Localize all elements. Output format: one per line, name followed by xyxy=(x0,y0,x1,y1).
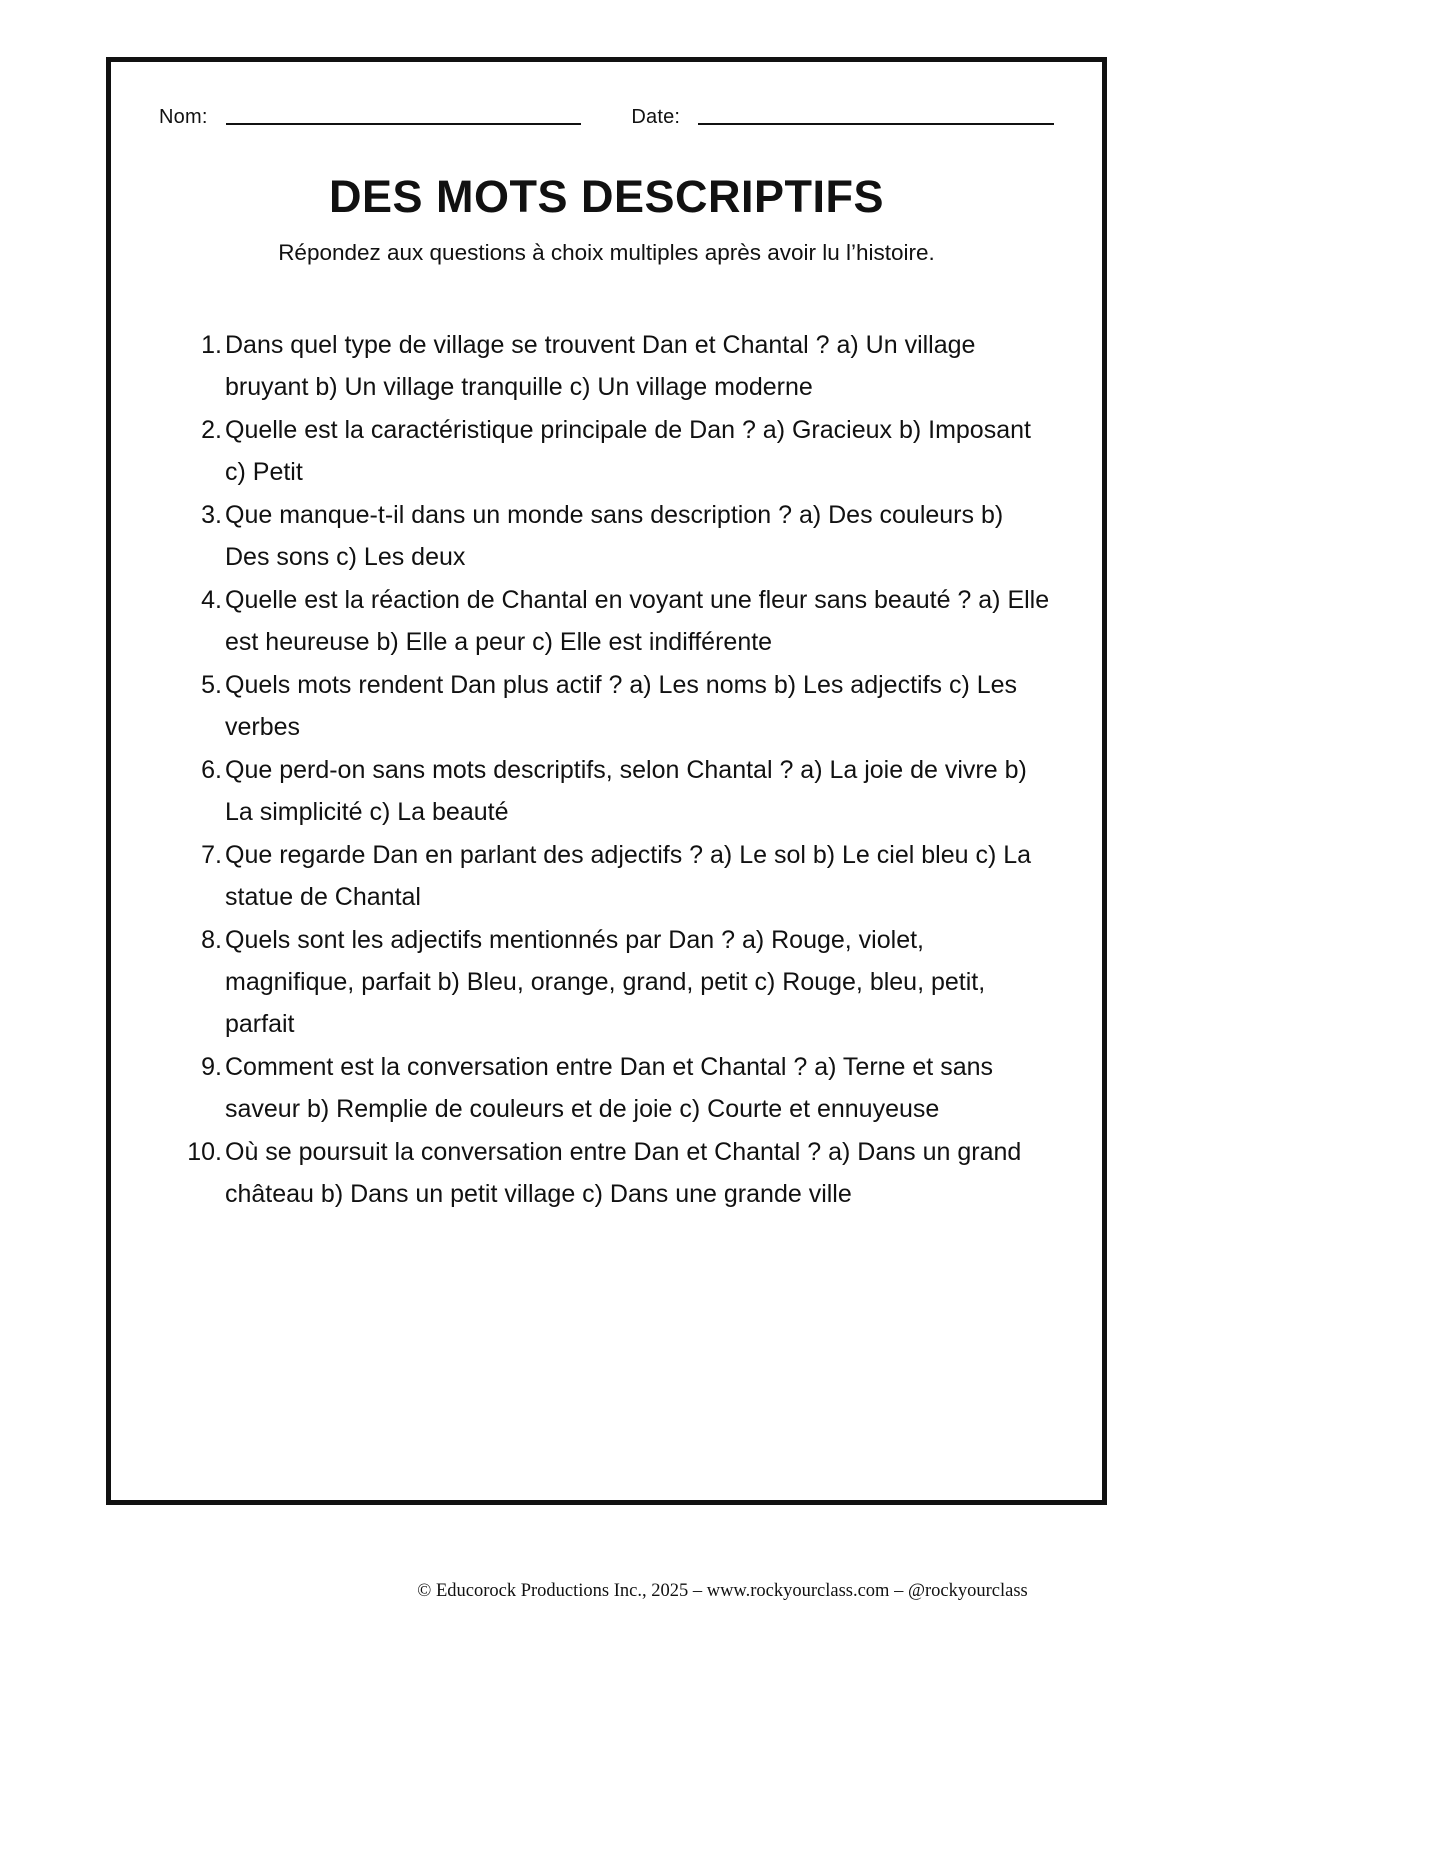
list-item xyxy=(159,834,1054,918)
question-number: 5. xyxy=(201,671,222,700)
date-label: Date: xyxy=(631,106,681,128)
question-text: Que manque-t-il dans un monde sans description ? a) Des couleurs b) Des sons c) Les deux xyxy=(225,501,1004,572)
question-text: Dans quel type de village se trouvent Dan et Chantal ? a) Un village bruyant b) Un village tranquille c) Un village moderne xyxy=(225,331,976,402)
page-subtitle: Répondez aux questions à choix multiples après avoir lu l’histoire. xyxy=(278,240,935,266)
list-item xyxy=(159,1046,1054,1130)
list-item xyxy=(159,579,1054,663)
worksheet-content xyxy=(111,62,1102,1500)
question-number: 2. xyxy=(201,416,222,445)
question-number: 7. xyxy=(201,841,222,870)
page-footer: © Educorock Productions Inc., 2025 – www.rockyourclass.com – @rockyourclass xyxy=(417,1581,1028,1601)
question-text: Quelle est la caractéristique principale de Dan ? a) Gracieux b) Imposant c) Petit xyxy=(225,416,1031,487)
question-text: Que regarde Dan en parlant des adjectifs ? a) Le sol b) Le ciel bleu c) La statue de Chantal xyxy=(225,841,1032,912)
questions-list xyxy=(159,324,1054,1215)
question-text: Quels sont les adjectifs mentionnés par Dan ? a) Rouge, violet, magnifique, parfait b) Bleu, orange, grand, petit c) Rouge, bleu, petit, parfait xyxy=(225,926,986,1039)
question-number: 1. xyxy=(201,331,222,360)
question-number: 9. xyxy=(201,1053,222,1082)
list-item xyxy=(159,749,1054,833)
list-item xyxy=(159,494,1054,578)
name-input-line[interactable] xyxy=(226,123,582,125)
question-text: Quels mots rendent Dan plus actif ? a) Les noms b) Les adjectifs c) Les verbes xyxy=(225,671,1018,742)
question-number: 8. xyxy=(201,926,222,955)
question-number: 4. xyxy=(201,586,222,615)
name-label: Nom: xyxy=(159,106,208,128)
question-number: 6. xyxy=(201,756,222,785)
list-item xyxy=(159,409,1054,493)
question-text: Quelle est la réaction de Chantal en voyant une fleur sans beauté ? a) Elle est heureuse b) Elle a peur c) Elle est indifférente xyxy=(225,586,1050,657)
date-input-line[interactable] xyxy=(698,123,1054,125)
list-item xyxy=(159,1131,1054,1215)
list-item xyxy=(159,919,1054,1045)
question-text: Comment est la conversation entre Dan et Chantal ? a) Terne et sans saveur b) Remplie de couleurs et de joie c) Courte et ennuyeuse xyxy=(225,1053,994,1124)
worksheet-border xyxy=(106,57,1107,1505)
question-number: 10. xyxy=(187,1138,222,1167)
list-item xyxy=(159,664,1054,748)
question-text: Où se poursuit la conversation entre Dan et Chantal ? a) Dans un grand château b) Dans un petit village c) Dans une grande ville xyxy=(225,1138,1022,1209)
question-number: 3. xyxy=(201,501,222,530)
student-info-row xyxy=(159,106,1054,131)
list-item xyxy=(159,324,1054,408)
page-title: DES MOTS DESCRIPTIFS xyxy=(328,171,885,222)
question-text: Que perd-on sans mots descriptifs, selon Chantal ? a) La joie de vivre b) La simplicité c) La beauté xyxy=(225,756,1027,827)
